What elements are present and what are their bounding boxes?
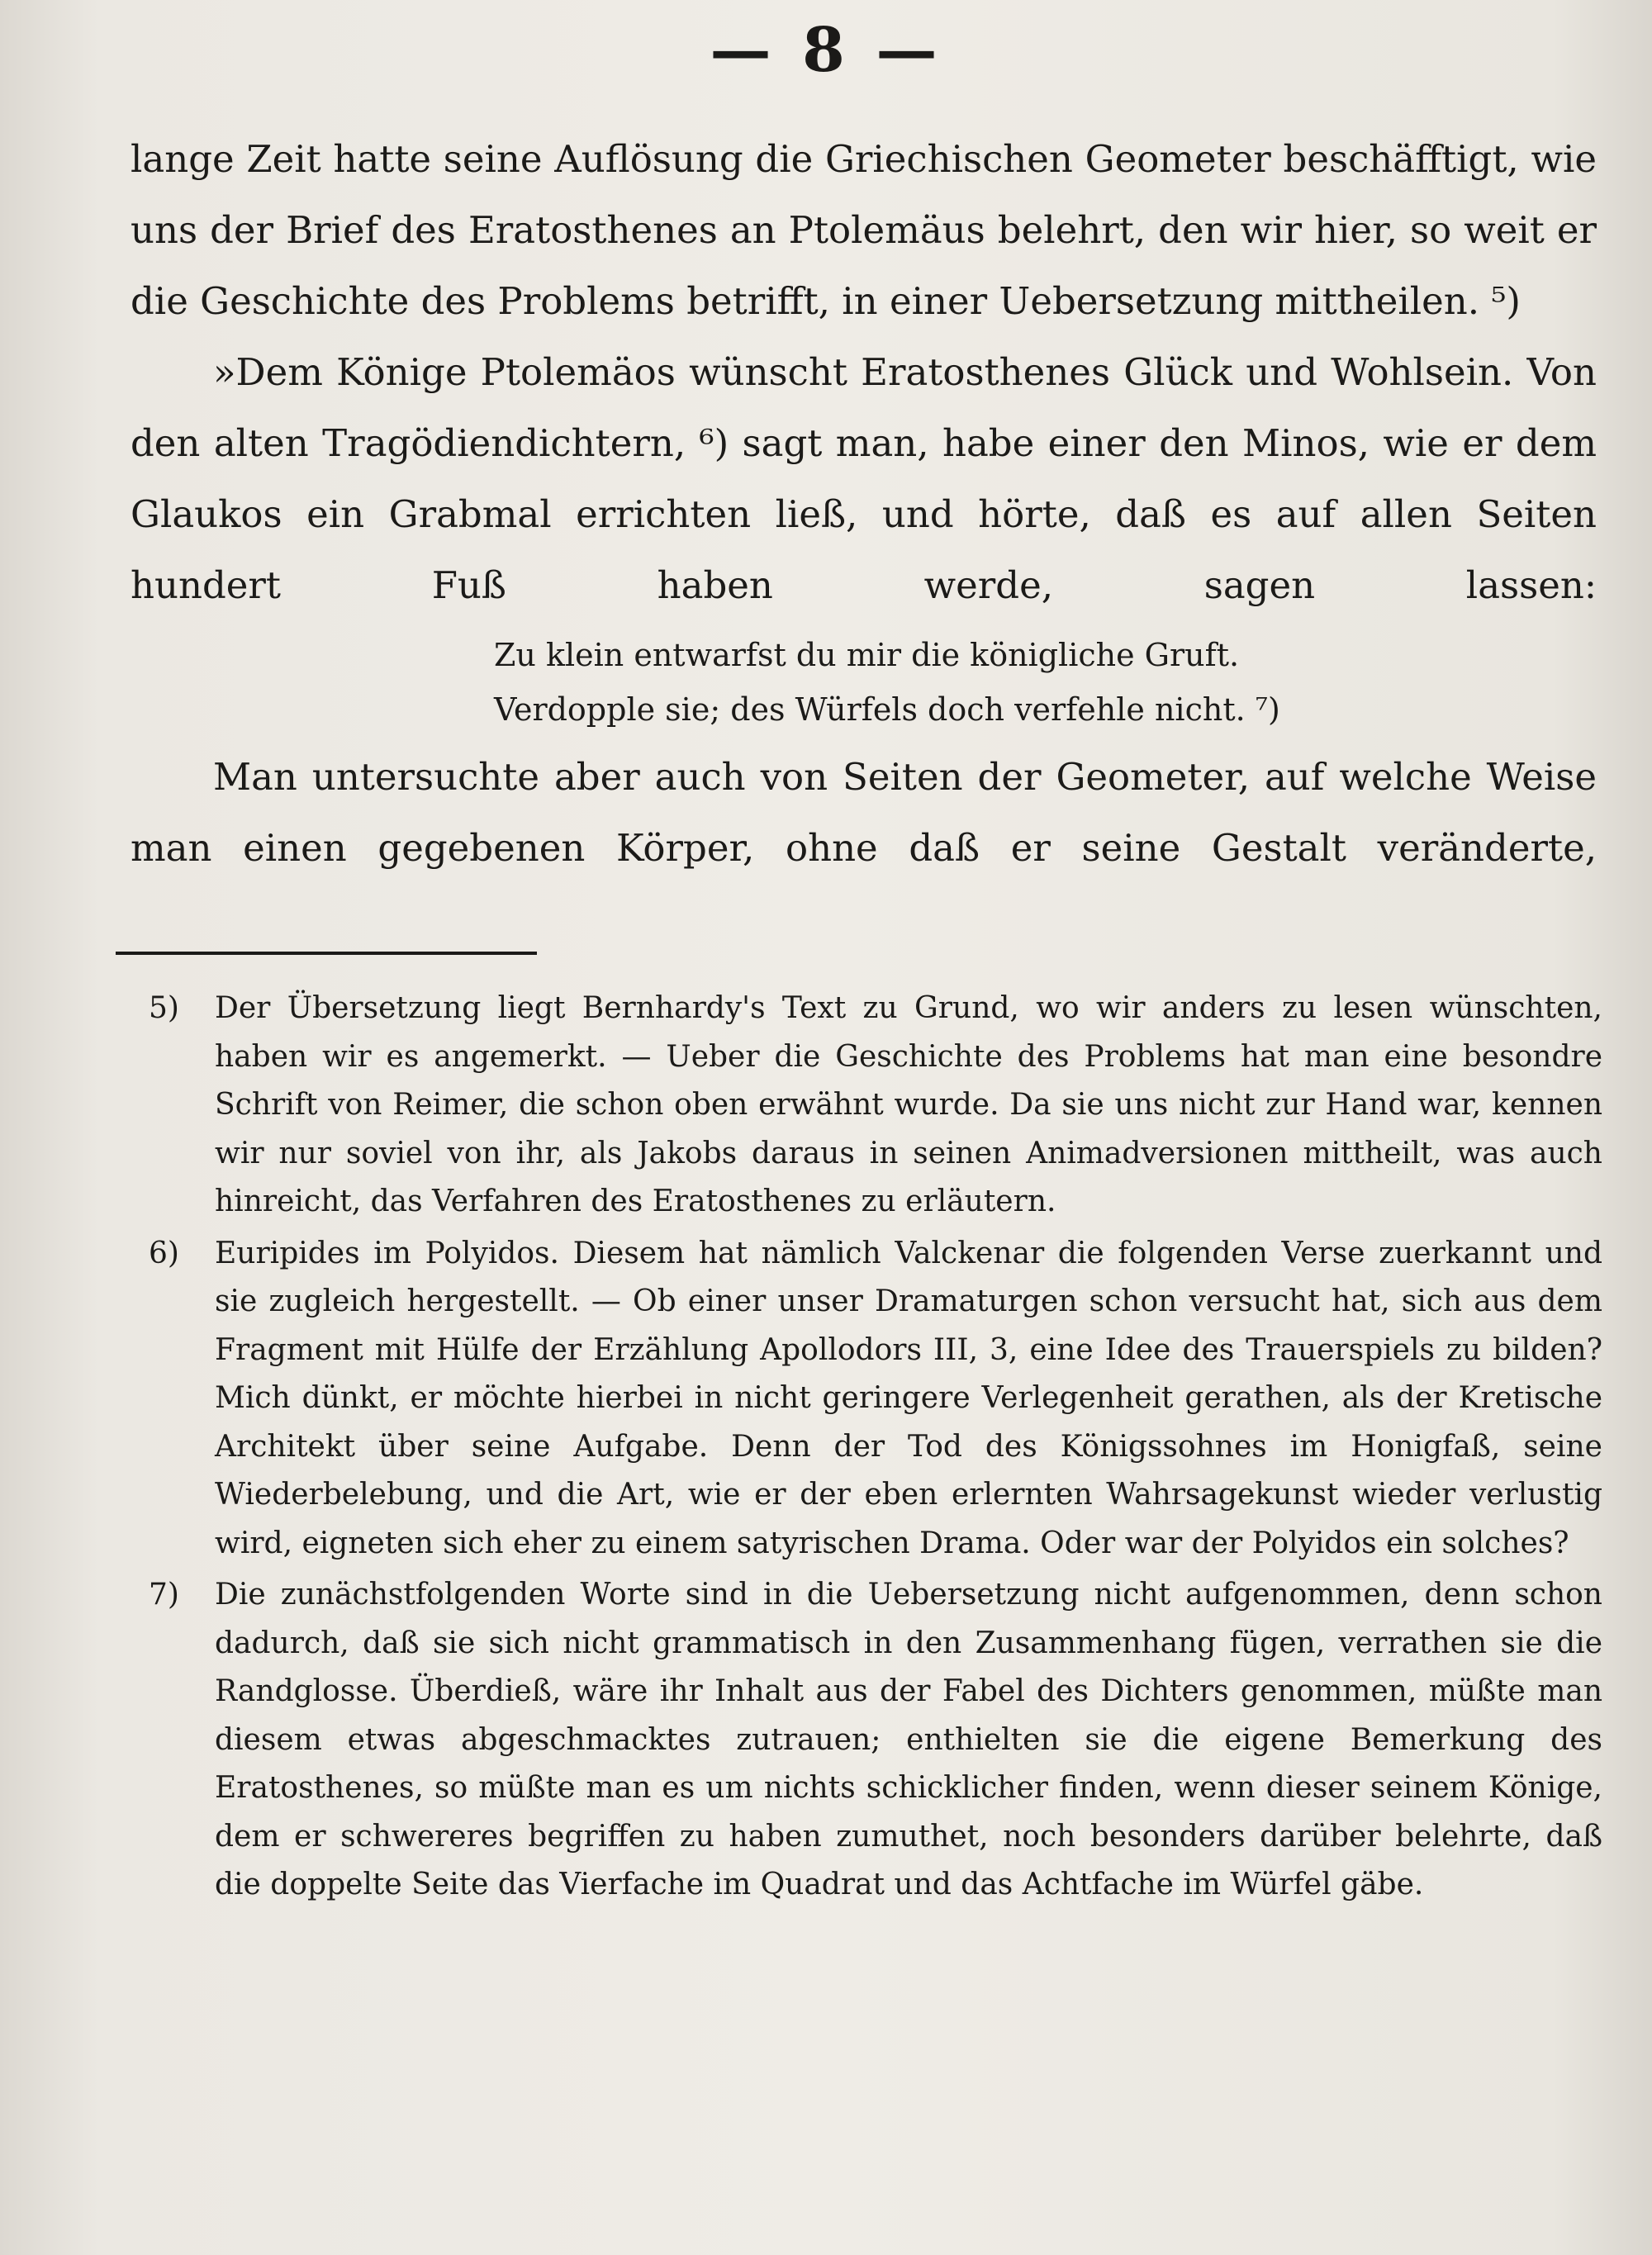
footnotes — [124, 985, 1602, 1913]
footnote-text: Der Übersetzung liegt Bernhardy's Text zu Grund, wo wir anders zu lesen wünschten, haben wir es angemerkt. — Ueber die Geschichte des Problems hat man eine besondre Schrift von Reimer, die schon oben erwähnt wurde. Da sie uns nicht zur Hand war, kennen wir nur soviel von ihr, als Jakobs daraus in seinen Animadversionen mittheilt, was auch hinreicht, das Verfahren des Eratosthenes zu erläutern. — [215, 991, 1602, 1218]
footnote-mark: 6) — [149, 1236, 179, 1270]
paragraph-3: Man untersuchte aber auch von Seiten der Geometer, auf welche Weise man einen gegebenen Körper, ohne daß er seine Gestalt veränderte, — [131, 755, 1597, 870]
verse-line-1: Zu klein entwarfst du mir die königliche Gruft. — [494, 637, 1240, 673]
verse-line-2: Verdopple sie; des Würfels doch verfehle nicht. ⁷) — [494, 691, 1280, 728]
paragraph-1: lange Zeit hatte seine Auflösung die Griechischen Geometer beschäfftigt, wie uns der Brief des Eratosthenes an Ptolemäus belehrt, den wir hier, so weit er die Geschichte des Problems betrifft, in einer Uebersetzung mittheilen. ⁵) — [131, 137, 1597, 323]
footnote-5 — [124, 985, 1602, 1227]
paragraph-2: »Dem Könige Ptolemäos wünscht Eratosthenes Glück und Wohlsein. Von den alten Tragödiendichtern, ⁶) sagt man, habe einer den Minos, wie er dem Glaukos ein Grabmal errichten ließ, und hörte, daß es auf allen Seiten hundert Fuß haben werde, sagen lassen: — [131, 350, 1597, 607]
footnote-text: Euripides im Polyidos. Diesem hat nämlich Valckenar die folgenden Verse zuerkannt und sie zugleich hergestellt. — Ob einer unser Dramaturgen schon versucht hat, sich aus dem Fragment mit Hülfe der Erzählung Apollodors III, 3, eine Idee des Trauerspiels zu bilden? Mich dünkt, er möchte hierbei in nicht geringere Verlegenheit gerathen, als der Kretische Architekt über seine Aufgabe. Denn der Tod des Königssohnes im Honigfaß, seine Wiederbelebung, und die Art, wie er der eben erlernten Wahrsagekunst wieder verlustig wird, eigneten sich eher zu einem satyrischen Drama. Oder war der Polyidos ein solches? — [215, 1236, 1602, 1560]
footnote-6 — [124, 1230, 1602, 1569]
footnote-mark: 7) — [149, 1578, 179, 1612]
verse-quote — [494, 628, 1597, 737]
footnote-mark: 5) — [149, 991, 179, 1025]
footnote-7 — [124, 1571, 1602, 1910]
page-number: — 8 — — [710, 15, 942, 86]
main-text — [131, 124, 1597, 884]
footnote-rule — [116, 952, 537, 955]
footnote-text: Die zunächstfolgenden Worte sind in die Uebersetzung nicht aufgenommen, denn schon dadurch, daß sie sich nicht grammatisch in den Zusammenhang fügen, verrathen sie die Randglosse. Überdieß, wäre ihr Inhalt aus der Fabel des Dichters genommen, müßte man diesem etwas abgeschmacktes zutrauen; enthielten sie die eigene Bemerkung des Eratosthenes, so müßte man es um nichts schicklicher finden, wenn dieser seinem Könige, dem er schwereres begriffen zu haben zumuthet, noch besonders darüber belehrte, daß die doppelte Seite das Vierfache im Quadrat und das Achtfache im Würfel gäbe. — [215, 1578, 1602, 1901]
